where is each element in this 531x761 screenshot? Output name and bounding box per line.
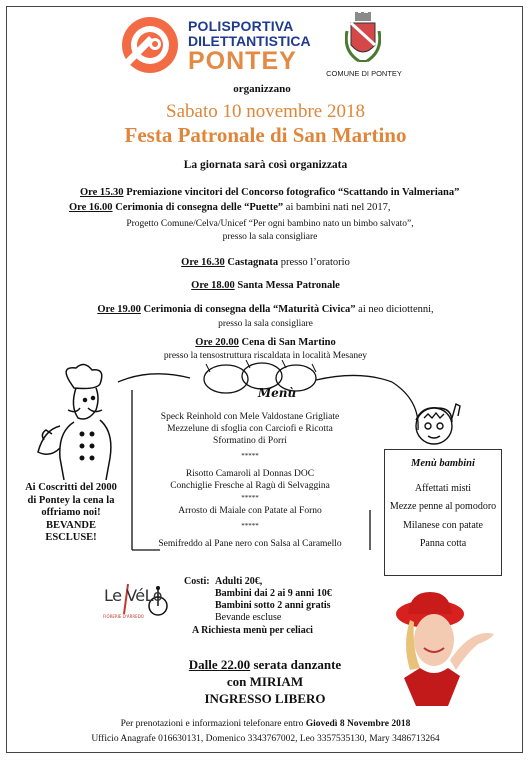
footer-text: Per prenotazioni e informazioni telefonare entro [120,719,304,729]
coscritti-line: Ai Coscritti del 2000 [25,482,117,493]
menu-item: Conchiglie Fresche al Ragù di Selvaggina [170,481,330,491]
coscritti-line: BEVANDE [46,519,96,531]
schedule-text: Cerimonia di consegna della “Maturità Civica” [143,304,356,315]
coscritti-line: ESCLUSE! [45,532,97,543]
schedule-time: Ore 18.00 [191,280,235,291]
schedule-text-normal: ai neo diciottenni, [358,304,434,315]
dance-line-1 [130,657,400,672]
celiac-note: A Richiesta menù per celiaci [192,625,313,636]
schedule-text: Cena di San Martino [241,337,336,348]
footer-line-2: Ufficio Anagrafe 016630131, Domenico 3343767002, Leo 3357535130, Mary 3486713264 [91,734,440,744]
schedule-time: Ore 15.30 [80,187,124,198]
menu-item: Speck Reinhold con Mele Valdostane Grigliate [160,412,340,422]
menu-separator: ***** [241,522,259,530]
dance-line-3: INGRESSO LIBERO [204,691,326,706]
menu-item: Sformatino di Porri [213,436,287,446]
schedule-item-6 [0,336,531,350]
singer-photo [382,588,504,706]
organizzano-text: organizzano [233,83,291,95]
le-velo-name: Le VéLo [104,586,163,605]
schedule-text-normal: ai bambini nati nel 2017, [285,202,391,213]
polisportiva-logo [121,16,179,74]
comune-coat-of-arms [345,11,381,67]
dance-line-2: con MIRIAM [226,674,304,689]
kids-menu-item: Panna cotta [419,538,467,549]
le-velo-tagline: FIORERIE D'ARREDO [103,614,144,619]
event-date: Sabato 10 novembre 2018 [166,101,365,122]
event-title: Festa Patronale di San Martino [124,123,407,147]
kids-menu-item: Milanese con patate [403,520,483,531]
kids-menu-box [384,449,502,576]
schedule-text: Castagnata [227,257,279,268]
costi-label: Costi: [184,576,210,587]
dance-text: serata danzante [253,657,342,672]
schedule-time: Ore 16.30 [181,257,225,268]
coscritti-line: di Pontey la cena la [27,494,115,506]
coscritti-note [10,482,132,545]
schedule-item-3 [0,256,531,270]
polisportiva-line3: PONTEY [188,47,297,75]
price-list [215,576,395,624]
comune-label: COMUNE DI PONTEY [326,69,402,78]
polisportiva-name [188,19,328,74]
menu-heading: Menù [257,386,297,400]
menu-item: Semifreddo al Pane nero con Salsa al Caramello [158,539,342,549]
day-intro: La giornata sarà così organizzata [183,159,348,171]
schedule-item-5 [0,303,531,317]
schedule-item-2-place: presso la sala consigliare [222,232,318,242]
price-item: Bambini sotto 2 anni gratis [215,600,331,611]
polisportiva-line2: DILETTANTISTICA [188,33,311,49]
schedule-item-2 [69,201,499,215]
price-item: Adulti 20€, [215,576,263,587]
kid-illustration [408,398,464,450]
schedule-item-2-detail: Progetto Comune/Celva/Unicef “Per ogni bambino nato un bimbo salvato”, [126,219,414,229]
schedule-time: Ore 20.00 [195,337,239,348]
kids-menu-item: Mezze penne al pomodoro [389,501,497,512]
menu-item: Mezzelune di sfoglia con Carciofi e Ricotta [167,424,333,434]
menu-antipasti [130,411,370,447]
schedule-text: Cerimonia di consegna delle “Puette” [115,202,284,213]
menu-item: Arrosto di Maiale con Patate al Forno [178,506,322,516]
menu-separator: ***** [241,494,259,502]
footer-line-1 [0,719,531,729]
polisportiva-line1: POLISPORTIVA [188,18,294,34]
schedule-text: Santa Messa Patronale [237,280,340,291]
schedule-item-1 [80,186,500,200]
schedule-item-5-place: presso la sala consigliare [218,319,313,329]
schedule-time: Ore 19.00 [97,304,141,315]
footer-deadline: Giovedì 8 Novembre 2018 [305,719,411,729]
schedule-item-6-place: presso la tensostruttura riscaldata in località Mesaney [163,351,368,361]
chef-illustration [30,362,115,480]
coscritti-line: offriamo noi! [41,507,101,518]
menu-primi [130,468,370,492]
price-item: Bevande escluse [215,612,282,623]
price-item: Bambini dai 2 ai 9 anni 10€ [215,588,332,599]
schedule-item-4 [0,279,531,293]
kids-menu-item: Affettati misti [414,483,472,494]
menu-separator: ***** [241,452,259,460]
dance-time: Dalle 22.00 [188,657,251,672]
schedule-text: Premiazione vincitori del Concorso fotografico “Scattando in Valmeriana” [126,187,460,198]
menu-item: Risotto Camaroli al Donnas DOC [185,469,315,479]
schedule-text-normal: presso l’oratorio [280,257,350,268]
kids-menu-heading: Menù bambini [411,458,475,469]
schedule-time: Ore 16.00 [69,202,113,213]
